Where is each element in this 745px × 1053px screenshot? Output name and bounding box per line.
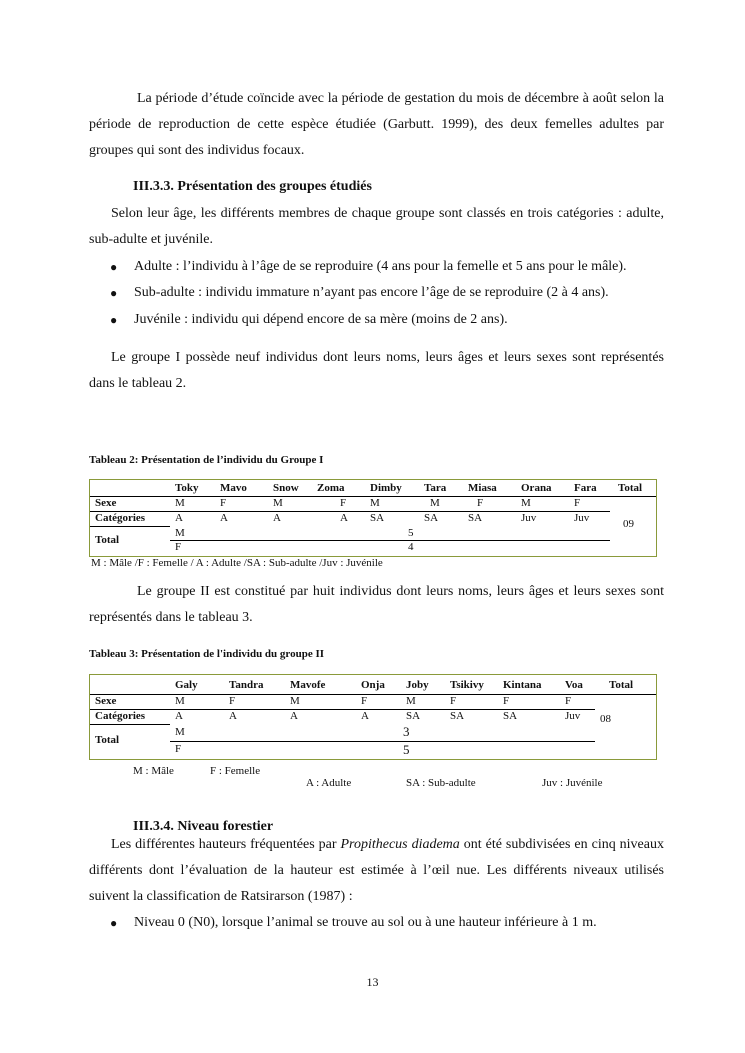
table3-cell: M [406,695,416,707]
table-rule [170,741,595,742]
table2-col-header: Miasa [468,482,497,494]
table2-f-count: 4 [408,541,414,553]
table2-cell: A [273,512,281,524]
table3-cell: F [229,695,236,707]
table3-cell: F [565,695,572,707]
table-rule [90,526,170,527]
page-number: 13 [366,975,379,989]
table3-legend-female: F : Femelle [210,765,261,777]
paragraph-forest-levels [89,832,664,910]
table2-col-header: Zoma [317,482,345,494]
table3-cell: SA [406,710,421,722]
table2-cell: M [273,497,283,509]
table2-total-label: Total [95,534,120,546]
table3 [89,674,657,760]
table3-cell: F [450,695,457,707]
table2-cell: F [574,497,581,509]
bullet-icon: ● [110,916,118,930]
section-heading-forest-level: III.3.4. Niveau forestier [133,819,274,834]
species-name: Propithecus diadema [340,837,460,852]
table2-cell: F [220,497,227,509]
table2-col-header: Snow [273,482,299,494]
paragraph-text: ont été subdivisées en cinq niveaux différents dont l’évaluation de la hauteur est estimée à l’œil nue. Les différents niveaux utilisés suivent la classification de Ratsirarson (1987) : [89,837,664,904]
table3-cell: A [361,710,369,722]
table2-legend: M : Mâle /F : Femelle / A : Adulte /SA : Sub-adulte /Juv : Juvénile [91,557,383,569]
list-item-text: Juvénile : individu qui dépend encore de sa mère (moins de 2 ans). [134,312,508,327]
list-item-text: Niveau 0 (N0), lorsque l’animal se trouve au sol ou à une hauteur inférieure à 1 m. [134,915,597,930]
table3-col-header: Onja [361,679,385,691]
table3-col-header: Joby [406,679,429,691]
table3-cell: F [361,695,368,707]
table2-cell: F [340,497,347,509]
table2-col-header: Dimby [370,482,402,494]
table3-col-header: Tandra [229,679,264,691]
bullet-icon: ● [110,286,118,300]
table2-caption: Tableau 2: Présentation de l’individu du Groupe I [89,454,324,466]
table-rule [90,724,170,725]
table2-col-header: Mavo [220,482,247,494]
paragraph-age-categories: Selon leur âge, les différents membres de chaque groupe sont classés en trois catégories : adulte, sub-adulte et juvénile. [89,206,664,247]
table2-cell: M [430,497,440,509]
table2-cell: A [220,512,228,524]
table3-row-label: Sexe [95,695,117,707]
table3-caption: Tableau 3: Présentation de l'individu du groupe II [89,648,325,660]
table3-col-header: Voa [565,679,583,691]
paragraph-group-two-intro: Le groupe II est constitué par huit individus dont leurs noms, leurs âges et leurs sexes sont représentés dans le tableau 3. [89,584,664,625]
table3-f-label: F [175,743,182,755]
table3-cell: SA [450,710,465,722]
table2-row-label: Catégories [95,512,146,524]
bullet-icon: ● [110,313,118,327]
bullet-icon: ● [110,260,118,274]
paragraph-gestation-period: La période d’étude coïncide avec la période de gestation du mois de décembre à août selon la période de reproduction de cette espèce étudiée (Garbutt. 1999), des deux femelles adultes par groupes qui sont des individus focaux. [89,91,664,158]
table2-row-label: Sexe [95,497,117,509]
table2-cell: A [340,512,348,524]
table3-grand-total: 08 [600,713,611,725]
table2-cell: M [370,497,380,509]
table3-cell: A [175,710,183,722]
table3-cell: A [229,710,237,722]
table2-cell: F [477,497,484,509]
table2-cell: M [175,497,185,509]
table2-cell: SA [424,512,439,524]
table2-grand-total: 09 [623,518,634,530]
table2-cell: Juv [574,512,590,524]
table3-f-count: 5 [403,742,410,757]
table3-cell: SA [503,710,518,722]
table3-cell: A [290,710,298,722]
table2-col-header: Total [618,482,643,494]
table3-cell: M [290,695,300,707]
table2-f-label: F [175,541,182,553]
table3-total-label: Total [95,734,120,746]
table3-row-label: Catégories [95,710,146,722]
table3-col-header: Kintana [503,679,542,691]
table2 [89,479,657,557]
table3-legend-male: M : Mâle [133,765,174,777]
table3-legend-juvenile: Juv : Juvénile [542,777,603,789]
table3-legend-adult: A : Adulte [306,777,352,789]
table2-col-header: Orana [521,482,552,494]
table3-legend-subadult: SA : Sub-adulte [406,777,476,789]
table3-m-label: M [175,726,185,738]
section-heading-groups: III.3.3. Présentation des groupes étudiés [133,179,372,194]
table3-cell: M [175,695,185,707]
table2-col-header: Tara [424,482,447,494]
table2-cell: M [521,497,531,509]
table3-col-header: Mavofe [290,679,326,691]
table3-cell: Juv [565,710,581,722]
table2-cell: SA [468,512,483,524]
paragraph-text: Les différentes hauteurs fréquentées par [111,837,341,852]
table3-col-header: Galy [175,679,198,691]
list-item-text: Sub-adulte : individu immature n’ayant pas encore l’âge de se reproduire (2 à 4 ans). [134,285,609,300]
table2-cell: Juv [521,512,537,524]
table3-m-count: 3 [403,724,410,739]
table3-col-header: Total [609,679,634,691]
table2-cell: A [175,512,183,524]
paragraph-group-one-intro: Le groupe I possède neuf individus dont leurs noms, leurs âges et leurs sexes sont représentés dans le tableau 2. [89,350,664,391]
table3-col-header: Tsikivy [450,679,484,691]
table3-cell: F [503,695,510,707]
table2-cell: SA [370,512,385,524]
table2-col-header: Fara [574,482,597,494]
list-item-text: Adulte : l’individu à l’âge de se reproduire (4 ans pour la femelle et 5 ans pour le mâle). [134,259,627,274]
table2-m-count: 5 [408,527,414,539]
table-rule [170,540,610,541]
table2-col-header: Toky [175,482,199,494]
table2-m-label: M [175,527,185,539]
table-rule [90,709,595,710]
